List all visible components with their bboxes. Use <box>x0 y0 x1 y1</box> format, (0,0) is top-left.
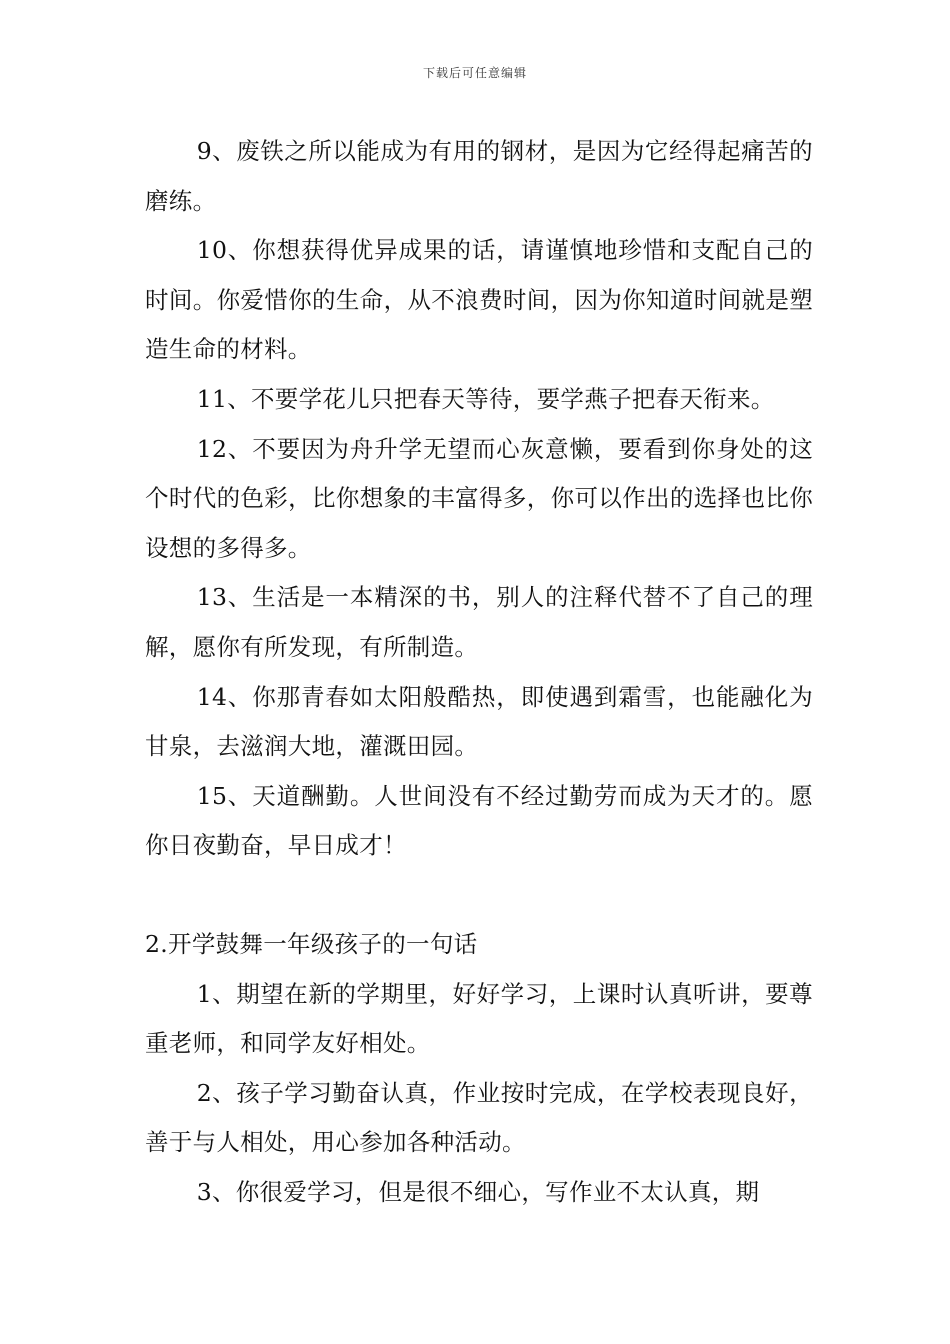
paragraph-11: 11、不要学花儿只把春天等待，要学燕子把春天衔来。 <box>196 384 775 413</box>
section-2-title: 2.开学鼓舞一年级孩子的一句话 <box>145 929 478 958</box>
paragraph-15: 15、天道酬勤。人世间没有不经过勤劳而成为天才的。愿你日夜勤奋，早日成才！ <box>145 781 813 860</box>
section-2-paragraph-2: 2、孩子学习勤奋认真，作业按时完成，在学校表现良好，善于与人相处，用心参加各种活动。 <box>145 1078 813 1157</box>
document-body <box>145 127 813 1217</box>
section-2-paragraph-3: 3、你很爱学习，但是很不细心，写作业不太认真，期 <box>196 1177 760 1206</box>
paragraph-9: 9、废铁之所以能成为有用的钢材，是因为它经得起痛苦的磨练。 <box>145 137 813 215</box>
paragraph-13: 13、生活是一本精深的书，别人的注释代替不了自己的理解，愿你有所发现，有所制造。 <box>145 583 813 661</box>
paragraph-10: 10、你想获得优异成果的话，请谨慎地珍惜和支配自己的时间。你爱惜你的生命，从不浪费时间，因为你知道时间就是塑造生命的材料。 <box>145 236 813 364</box>
paragraph-12: 12、不要因为舟升学无望而心灰意懒，要看到你身处的这个时代的色彩，比你想象的丰富得多，你可以作出的选择也比你设想的多得多。 <box>145 434 813 562</box>
section-2-paragraph-1: 1、期望在新的学期里，好好学习，上课时认真听讲，要尊重老师，和同学友好相处。 <box>145 979 813 1058</box>
page-header: 下载后可任意编辑 <box>422 66 527 80</box>
paragraph-14: 14、你那青春如太阳般酷热，即使遇到霜雪，也能融化为甘泉，去滋润大地，灌溉田园。 <box>145 682 813 761</box>
